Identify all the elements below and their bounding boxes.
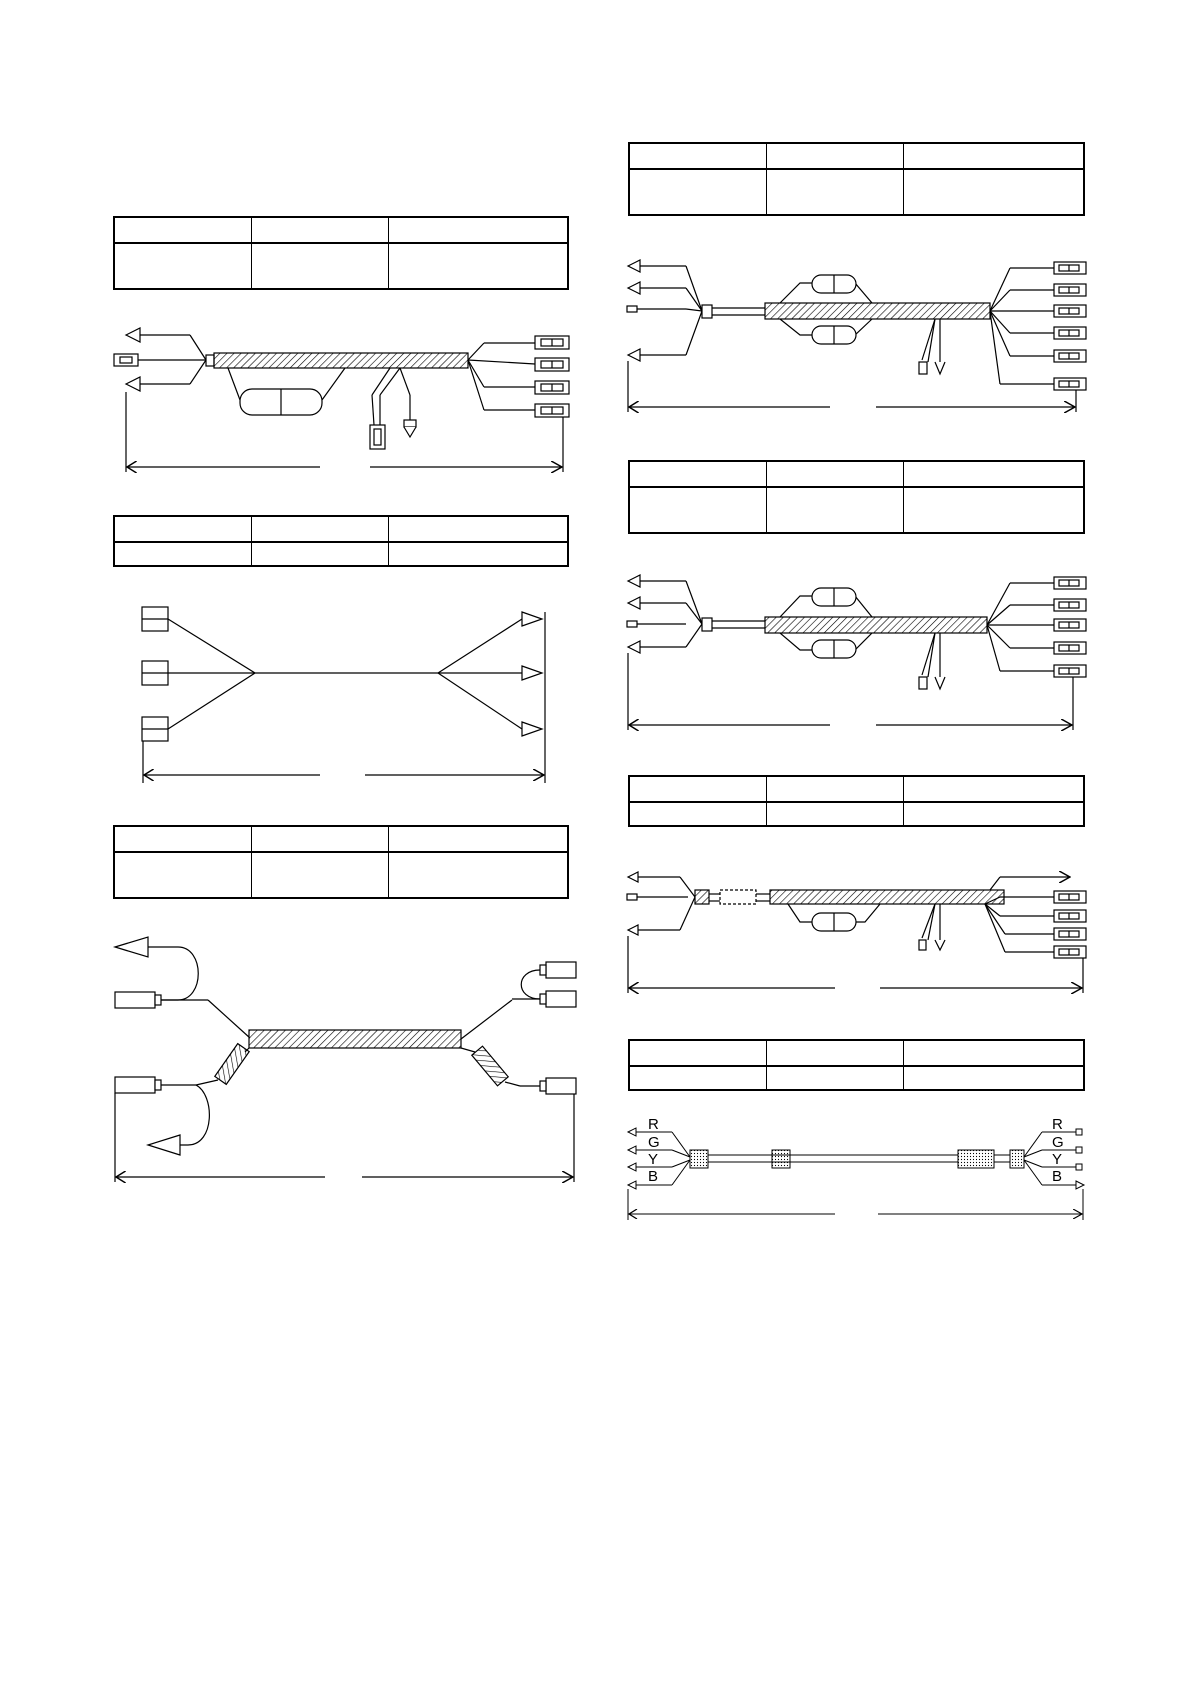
terminal-tip-icon	[628, 1128, 636, 1189]
ring-terminal-icon	[148, 1135, 180, 1155]
ring-terminal-icon	[628, 349, 640, 361]
harness-diagram-right-3	[627, 872, 1086, 993]
ring-terminal-icon	[628, 925, 638, 935]
connector-icon	[546, 991, 576, 1007]
ferrite-core-icon	[812, 588, 856, 606]
ring-terminal-icon	[126, 328, 140, 342]
connector-icon	[1054, 262, 1086, 390]
ring-terminal-icon	[628, 641, 640, 653]
wire-label: R	[1052, 1116, 1063, 1133]
wire-label: Y	[648, 1151, 659, 1168]
ferrite-sleeve-icon	[215, 1044, 249, 1085]
connector-icon	[546, 962, 576, 978]
connector-icon	[546, 1078, 576, 1094]
connector-icon	[115, 992, 155, 1008]
wire-label: B	[648, 1168, 659, 1185]
ring-terminal-icon	[115, 937, 148, 957]
ring-terminal-icon	[628, 872, 638, 882]
connector-icon	[535, 336, 569, 417]
pin-terminal-icon	[627, 621, 637, 627]
connector-icon	[142, 607, 168, 741]
harness-diagram-right-4	[628, 1128, 1084, 1220]
ferrite-core-icon	[812, 913, 856, 931]
wire-label: Y	[1052, 1151, 1063, 1168]
harness-diagram-left-2	[142, 607, 545, 783]
harness-diagram-right-1	[627, 260, 1086, 412]
pin-terminal-icon	[627, 306, 637, 312]
ferrite-core-icon	[812, 640, 856, 658]
ferrite-sleeve-icon	[472, 1046, 508, 1086]
connector-icon	[115, 1077, 155, 1093]
pin-terminal-icon	[114, 354, 138, 366]
ring-terminal-icon	[126, 377, 140, 391]
ferrite-core-icon	[812, 275, 856, 293]
harness-diagram-left-1	[114, 328, 569, 472]
wire-label: G	[1052, 1134, 1064, 1151]
rgb-wire-labels	[648, 1116, 1064, 1185]
ring-terminal-icon	[628, 575, 640, 587]
connector-icon	[1054, 577, 1086, 677]
terminal-tip-icon	[522, 612, 542, 736]
harness-diagram-right-2	[627, 575, 1086, 730]
wire-label: R	[648, 1116, 659, 1133]
terminal-tip-icon	[1076, 1129, 1084, 1189]
harness-diagram-left-3	[115, 937, 576, 1182]
ring-terminal-icon	[628, 260, 640, 272]
ring-terminal-icon	[628, 597, 640, 609]
wire-label: B	[1052, 1168, 1063, 1185]
ring-terminal-icon	[628, 282, 640, 294]
wire-label: G	[648, 1134, 660, 1151]
pin-terminal-icon	[627, 894, 637, 900]
connector-icon	[1054, 891, 1086, 958]
ferrite-core-icon	[812, 326, 856, 344]
